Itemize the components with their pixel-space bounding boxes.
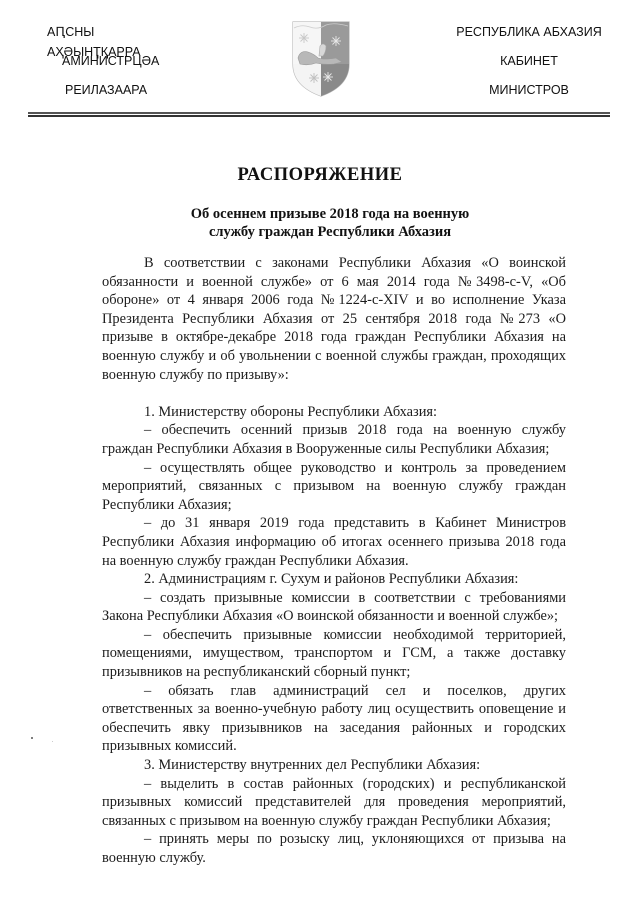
document-subtitle [120,205,540,241]
header-divider-thick [28,112,610,114]
header-right-line-3: МИНИСТРОВ [489,83,569,97]
section-1-item: – осуществлять общее руководство и контроль за проведением мероприятий, связанных с призывом на военную службу граждан Республики Абхазия; [102,459,566,513]
section-3-item: – принять меры по розыску лиц, уклоняющихся от призыва на военную службу. [102,831,566,866]
header-left-line-1: АԤСНЫ АҲӘЫНҬҚАРРА [47,25,141,59]
document-body [102,254,566,868]
section-2-item: – обеспечить призывные комиссии необходимой территорией, помещениями, имуществом, транспортом и ГСМ, а также доставку призывников на республиканский сборный пункт; [102,626,566,681]
section-3-heading: 3. Министерству внутренних дел Республики Абхазия: [144,757,481,774]
header-right-line-1: РЕСПУБЛИКА АБХАЗИЯ [456,25,602,39]
preamble-paragraph: В соответствии с законами Республики Абхазия «О воинской обязанности и военной службе» от 6 мая 2014 года №3498-с-V, «Об обороне» от 4 января 2006 года №1224-с-XIV и во исполнение Указа Президента Республики Абхазия от 25 сентября 2018 года №273 «О призыве в октябре-декабре 2018 года граждан Республики Абхазия на военную службу и об увольнении с военной службы граждан, проходящих военную службу по призыву»: [102,255,566,383]
subtitle-line-1: Об осеннем призыве 2018 года на военную [190,206,470,222]
document-type-title: РАСПОРЯЖЕНИЕ [237,165,403,185]
header-divider-thin [28,115,610,117]
header-right-russian [438,22,620,109]
scan-speck [31,737,33,739]
section-2-heading: 2. Администрациям г. Сухум и районов Республики Абхазия: [144,571,519,588]
header-left-abkhaz [30,22,190,109]
subtitle-line-2: службу граждан Республики Абхазия [208,224,452,240]
header-divider [28,112,610,117]
section-3-item: – выделить в состав районных (городских) и республиканской призывных комиссий представителей для проведения мероприятий, связанных с призывом на военную службу граждан Республики Абхазия; [102,775,566,829]
coat-of-arms-icon [290,18,352,98]
header-right-line-2: КАБИНЕТ [500,54,558,68]
section-1-item: – до 31 января 2019 года представить в Кабинет Министров Республики Абхазия информацию об итогах осеннего призыва 2018 года на военную службу граждан Республики Абхазия. [102,515,566,569]
header-left-line-3: РЕИЛАЗААРА [65,83,148,97]
section-2-item: – создать призывные комиссии в соответствии с требованиями Закона Республики Абхазия «О воинской обязанности и военной службе»; [102,589,566,625]
scan-speck [245,823,248,824]
section-1-heading: 1. Министерству обороны Республики Абхазия: [144,403,438,420]
section-1-item: – обеспечить осенний призыв 2018 года на военную службу граждан Республики Абхазия в Вооруженные силы Республики Абхазия; [102,422,566,457]
header-left-line-2: АМИНИСТРЦӘА [62,54,160,68]
scan-speck [52,741,53,742]
section-2-item: – обязать глав администраций сел и поселков, других ответственных за военно-учебную работу лиц осуществить оповещение и обеспечить явку призывников на заседания районных и городских призывных комиссий. [102,682,566,755]
